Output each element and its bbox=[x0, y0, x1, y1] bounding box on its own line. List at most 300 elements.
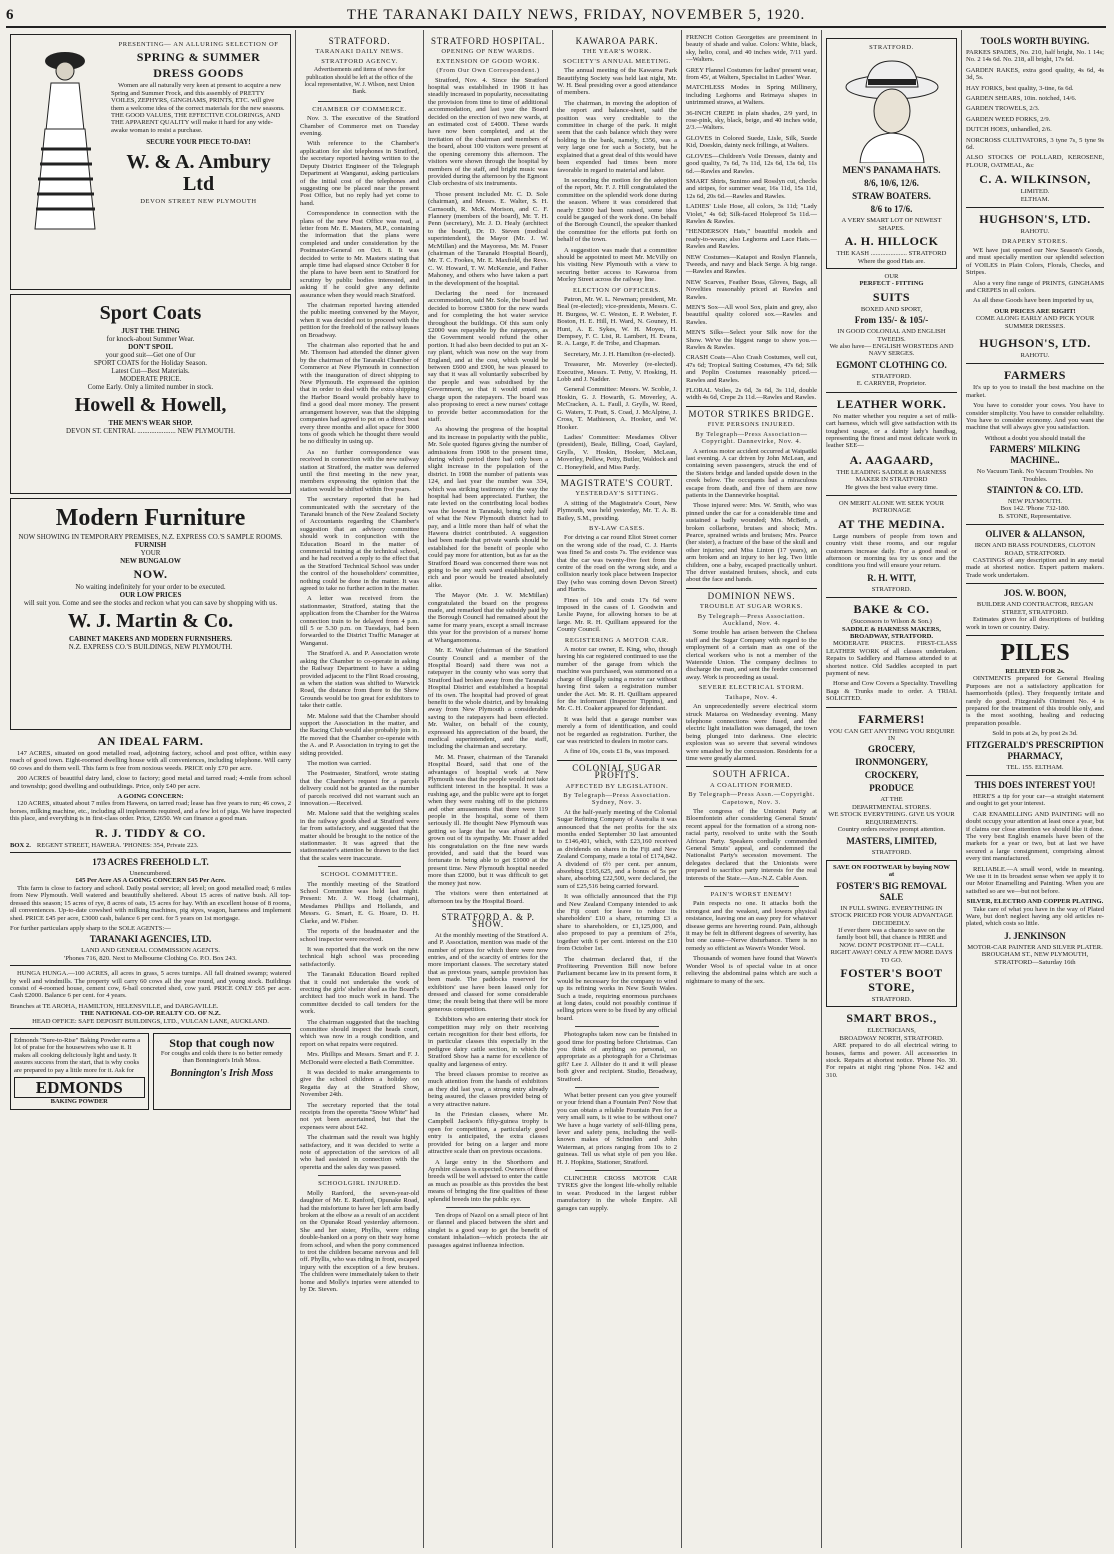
school-p3: It was reported that the work on the new technical high school was proceeding satisfactorily. bbox=[300, 945, 419, 968]
column-kawaroa bbox=[553, 30, 682, 1548]
walters-4: 36-INCH CREPE in plain shades, 2/9 yard, in rose-pink, sky, black, beige, and 40 inches wide, 2/3.—Walters. bbox=[686, 109, 817, 132]
egmont-tag: STRATFORD. bbox=[871, 372, 912, 380]
bylaw-heading: BY-LAW CASES. bbox=[589, 524, 645, 532]
suits-5: From 135/- & 105/- bbox=[854, 315, 929, 326]
hospital-p1: Stratford, Nov. 4. Since the Stratford hospital was established in 1908 it has steadily increased in popularity, necessitating the provision from time to time of additional accommodation, and last year the Board decided on the erection of two new wards, at an estimated cost of £4000. These wards have now been completed, and at the invitation of the chairman and members of the board, about 100 visitors were present at the opening ceremony this afternoon. The visitors were shown through the hospital by members of the staff, and bright music was provided during the afternoon by the Egmont Club orchestra of six instruments. bbox=[428, 76, 548, 188]
hospital-p2: Those present included Mr. C. D. Sole (chairman), and Messrs. E. Walter, S. H. Carnsouth, R. McK. Morison, and C. F. Flannery (members of the board), Mr. T. H. Penn (secretary), Mr. J. D. Healy (architect to the board), Dr. D. Steven (medical superintendent), the Mayor (Mr. J. W. McMillan) and the Mayoress, Mr. M. Fraser (chairman of the Taranaki Hospital Board), Mr. T. C. Fookes, Mr. E. Maxfield, the Revs. C. W. Howard, T. W. McKenzie, and Father Mahoney, and others who have taken a part in the development of the hospital. bbox=[428, 190, 548, 287]
commerce-heading: CHAMBER OF COMMERCE. bbox=[312, 105, 407, 113]
egmont-prop: E. CARRYER, Proprietor. bbox=[856, 380, 927, 388]
howell-line1: JUST THE THING bbox=[121, 327, 180, 335]
ambury-intro: PRESENTING— AN ALLURING SELECTION OF bbox=[118, 41, 279, 48]
walters-9: "HENDERSON Hats," beautiful models and ready-to-wears; also Leghorns and Lace Hats.—Rawles and Rawles. bbox=[686, 228, 817, 251]
hillock-firm: A. H. HILLOCK bbox=[844, 234, 939, 249]
boon-body: Estimates given for all descriptions of building work in town or country. Dairy. bbox=[966, 616, 1104, 631]
court-p2: For driving a car round Eliot Street corner on the wrong side of the road, C. J. Harris was fined 5s and costs 7s. The evidence was that the car was twenty-five feet from the centre of the road on the wrong side, and a collision nearly took place between Inspector Day (who was coming down Devon Street) and Harris. bbox=[557, 534, 677, 594]
jenkinson-b4: SILVER, ELECTRO AND COPPER PLATING. bbox=[966, 898, 1104, 906]
tiddy-advert bbox=[10, 734, 291, 853]
piles-advert bbox=[966, 640, 1104, 771]
school-p7: It was decided to make arrangements to give the school children a holiday on Regatta day at the Stratford Show, November 24th. bbox=[300, 1069, 419, 1099]
aagaard-advert bbox=[826, 397, 957, 491]
woman-illustration-icon bbox=[15, 39, 107, 239]
masters-line-4: CROCKERY, bbox=[864, 770, 919, 781]
tiddy-box: BOX 2. bbox=[10, 841, 31, 849]
hospital-p7: Mr. M. Fraser, chairman of the Taranaki Hospital Board, said that one of the advantages of hospital work at New Plymouth was that the people would not take sufficient interest in the hospital. It was a rushing age, and the public were apt to forget when they were rushing off to the pictures and other amusements that there were 119 people in the hospital, some of them seriously ill. He thought New Plymouth was getting so large that he was afraid it had grown out of its sympathy. Mr. Fraser added his congratulation on the fine new wards provided, and said that the board was fortunate in being able to get £1000 at the present time. New Plymouth hospital needed more than £2000, but it was difficult to get the money just now. bbox=[428, 753, 548, 887]
boon-firm: JOS. W. BOON, bbox=[1003, 588, 1067, 599]
hospital-p6: Mr. E. Walter (chairman of the Stratford County Council and a member of the Hospital Board) said there was not a ratepayer in the county who was sorry that Stratford had broken away from the Taranaki Hospital District and established a hospital of its own. The hospital had proved of great benefit to the whole district, and by breaking away from New Plymouth a considerable saving to the ratepayers had been effected. Mr. Walter, on behalf of the county, expressed his appreciation of the board, the medical superintendent, and the staff, including the chairman and secretary. bbox=[428, 647, 548, 751]
howell-line3: DON'T SPOIL bbox=[128, 343, 173, 351]
boon-advert bbox=[966, 588, 1104, 631]
piles-body: OINTMENTS prepared for General Healing Purposes are not a satisfactory application for haemorrhoids (piles). They frequently irritate and rarely do good. Fitzgerald's Ointment No. 4 is prepared for the treatment of this trouble only, and is the most soothing, healing and reducing preparation possible. bbox=[966, 675, 1104, 727]
hughson-town-2: RAHOTU. bbox=[1020, 351, 1050, 359]
hillock-prices-2: 8/6 to 17/6. bbox=[870, 204, 913, 215]
bonnington-text: For coughs and colds there is no better remedy than Bonnington's Irish Moss. bbox=[160, 1049, 283, 1065]
wilkinson-tag: LIMITED. bbox=[1020, 188, 1050, 196]
walters-8: LADIES' Lisle Hose, all colors, 3s 11d; "Lady Violet," 4s 6d; Silk-faced Holeproof 5s 11d.—Rawles & Rawles. bbox=[686, 203, 817, 225]
walters-6: GLOVES—Children's Voile Dresses, dainty and good quality, 7s 6d, 7s 11d, 12s 6d, 13s 6d, 11s 6d.—Rawles and Rawles. bbox=[686, 152, 817, 175]
foster-line-5: FOSTER'S BOOT STORE, bbox=[840, 965, 943, 994]
commerce-p9: The Stratford A. and P. Association wrote asking the Chamber to co-operate in asking the Railway Department to have a siding provided adjacent to the Flint Road crossing, as when the station was shifted to Warwick Road, the distance from there to the Show Grounds would be too great for exhibitors to take their cattle. bbox=[300, 650, 419, 710]
commerce-p10: Mr. Malone said that the Chamber should support the Association in the matter, and the Racing Club would also probably join in. He moved that the Chamber co-operate with the A. and P. Association in trying to get the siding provided. bbox=[300, 712, 419, 757]
nco-advert bbox=[10, 970, 291, 1029]
ambury-firm: W. & A. Ambury Ltd bbox=[126, 151, 271, 196]
martin-tag: CABINET MAKERS AND MODERN FURNISHERS. bbox=[68, 635, 233, 643]
school-p6: Mrs. Phillips and Messrs. Smart and F. J. McDonald were elected a Bath Committee. bbox=[300, 1051, 419, 1066]
foster-line-2: FOSTER'S BIG REMOVAL SALE bbox=[836, 880, 947, 902]
tools-8: NORCROSS CULTIVATORS, 3 tyne 7s, 5 tyne 9s 6d. bbox=[966, 136, 1104, 152]
masters-firm: MASTERS, LIMITED, bbox=[846, 835, 937, 846]
court-p6: A fine of 10s, costs £1 8s, was imposed. bbox=[564, 748, 670, 756]
howell-firm: Howell & Howell, bbox=[74, 394, 227, 416]
farmers-heading: FARMERS bbox=[1004, 368, 1066, 383]
tools-9: ALSO STOCKS OF POLLARD, KEROSENE, FLOUR, OATMEAL, &c bbox=[966, 154, 1104, 169]
fitzgerald-firm: FITZGERALD'S PRESCRIPTION PHARMACY, bbox=[966, 739, 1104, 761]
commerce-p5: The chairman also reported that he and Mr. Thomson had attended the dinner given by the chairman of the Taranaki Chamber of Commerce at New Plymouth in connection with the inauguration of direct shipping to New Plymouth. He expressed the opinion that in order to deal with the extra shipping the Harbor Board would probably have to find a good deal more money. The present arrangement however, was that the shipping companies had agreed to put on a direct boat every three months and allot space for 3000 tons of goods which he thought there would be no difficulty in using up. bbox=[300, 342, 419, 446]
kawaroa-p2: The chairman, in moving the adoption of the report and balance-sheet, said the position was very creditable to the committee in charge of the park. It might seem that the cash balance which they were holding in the bank, namely, £356, was a very large one for such a Society, but he explained that a great deal of this would have been expended had times been more favorable in regard to material and labor. bbox=[557, 99, 677, 174]
tools-heading: TOOLS WORTH BUYING. bbox=[980, 36, 1090, 46]
hughson-body-5: COME ALONG EARLY AND PICK YOUR SUMMER DRESSES. bbox=[975, 315, 1095, 330]
suits-7: We also have— ENGLISH WORSTEDS AND NAVY SERGES. bbox=[829, 343, 954, 358]
howell-tag: THE MEN'S WEAR SHOP. bbox=[108, 419, 193, 427]
stratford-note: Advertisements and items of news for publication should be left at the office of the local representative, W. J. Wilson, next Union Bank. bbox=[304, 67, 415, 96]
oliver-tag: IRON AND BRASS FOUNDERS, CLOTON ROAD, STRATFORD. bbox=[974, 542, 1096, 557]
injured-p1: Molly Ranford, the seven-year-old daughter of Mr. E. Ranford, Opunake Road, had the misfortune to have her left arm badly broken at the elbow as a result of an accident on the Opunake Road yesterday afternoon. She and her sister, Phyllis, were riding double-banked on a pony on their way home from school, and when the pony commenced to trot the children became nervous and fell off. Phyllis, who was riding in front, escaped injury with the exception of a few bruises. The children were immediately taken to their home and Molly's injuries were attended to by Dr. Steven. bbox=[300, 1189, 420, 1293]
howell-address: DEVON ST. CENTRAL ...................... NEW PLYMOUTH. bbox=[66, 427, 235, 435]
walters-10: NEW Costumes—Kaiapoi and Roslyn Flannels, Tweeds, and navy and black Serge. A big range.—Rawles and Rawles. bbox=[686, 253, 817, 276]
smart-advert bbox=[826, 1011, 957, 1079]
martin-address: N.Z. EXPRESS CO.'S BUILDINGS, NEW PLYMOUTH. bbox=[68, 643, 233, 651]
hillock-caption: MEN'S PANAMA HATS. bbox=[842, 165, 941, 176]
masters-advert bbox=[826, 712, 957, 856]
aagaard-firm: A. AAGAARD, bbox=[849, 452, 934, 467]
masters-line-8: WE STOCK EVERYTHING. GIVE US YOUR REQUIREMENTS. bbox=[828, 811, 955, 826]
walters-2: GREY Flannel Costumes for ladies' present wear, from 45/, at Walters, Specialist in Ladies' Wear. bbox=[686, 66, 817, 82]
martin-title: Modern Furniture bbox=[55, 505, 246, 531]
martin-line5: NOW. bbox=[133, 567, 168, 581]
bake-tag: SADDLE & HARNESS MAKERS, BROADWAY, STRATFORD. bbox=[842, 625, 941, 640]
pen-note: What better present can you give yourself or your friend than a Fountain Pen? Now that you can obtain a reliable Fountain Pen for a very small sum, is it wise to be without one? We have a huge variety of self-filling pens, lever and safety pens, including the well-known makes of Schnellen and John Waterman, at prices ranging from 10s to 2 guineas. Tell us what style of pen you like. H. J. Hopkins, Stationer, Stratford. bbox=[557, 1092, 677, 1166]
column-hospital bbox=[424, 30, 553, 1548]
tiddy-title: AN IDEAL FARM. bbox=[97, 734, 204, 748]
tiddy-item-2: 200 ACRES of beautiful dairy land, close to factory; good metal and tarred road; 4-mile from school and township; good dwelling and outbuildings. Price, only £40 per acre. bbox=[10, 775, 291, 790]
foster-line-6: STRATFORD. bbox=[871, 995, 912, 1003]
hillock-tag: THE KASH ...................... STRATFORD bbox=[836, 250, 947, 258]
edmonds-text: Edmonds "Sure-to-Rise" Baking Powder earns a lot of praise for the housewives who use it. It makes all cooking deliciously light and tasty. It assures success from the start, that is why cooks are prepared to pay a little more for it. Ask for bbox=[14, 1036, 141, 1074]
masters-tag: STRATFORD. bbox=[871, 848, 912, 856]
bake-sub: (Successors to Wilson & Son.) bbox=[851, 618, 932, 626]
howell-line4: your good suit—Get one of Our bbox=[105, 351, 196, 359]
school-p8: The secretary reported that the total receipts from the operetta "Snow White" had not yet been ascertained, but that the expenses were about £42. bbox=[300, 1101, 419, 1131]
piles-heading: PILES bbox=[1000, 639, 1070, 666]
storm-byline: Taihape, Nov. 4. bbox=[725, 693, 778, 701]
walters-15: FLORAL Voiles, 2s 6d, 3s 6d, 3s 11d, double width 4s 6d, Crepe 2s 11d.—Rawles and Rawles. bbox=[686, 387, 817, 402]
sugar-sub: AFFECTED BY LEGISLATION. bbox=[565, 782, 669, 790]
walters-13: MEN'S Silks—Select your Silk now for the Show. We've the biggest range to show you.—Rawles & Rawles. bbox=[686, 329, 817, 352]
agencies-cta: For further particulars apply sharp to the SOLE AGENTS:— bbox=[10, 924, 171, 932]
nco-address: HEAD OFFICE: SAFE DEPOSIT BUILDINGS, LTD., VULCAN LANE, AUCKLAND. bbox=[32, 1017, 269, 1025]
boon-tag: BUILDER AND CONTRACTOR, REGAN STREET, STRATFORD. bbox=[976, 601, 1094, 616]
howell-advert bbox=[10, 294, 291, 494]
medina-title: AT THE MEDINA. bbox=[838, 516, 945, 531]
election-heading: ELECTION OF OFFICERS. bbox=[573, 286, 661, 294]
nco-body: HUNGA HUNGA.—100 ACRES, all acres in grass, 5 acres turnips. All fall drained swamp; watered by well and windmills. The property will carry 60 cows all the year round, and young stock. Buildings consist of 4-roomed house, cement cow, 6-bail concreted shed, cow yard. PRICE ONLY £65 per acre. Cash £2000. Balance 6 per cent. for 4 years. bbox=[10, 970, 291, 1000]
kawaroa-p4: A suggestion was made that a committee should be appointed to meet Mr. McVilly on his visiting New Plymouth with a view to securing better access to Kawaroa from Morley Street across the railway line. bbox=[557, 246, 677, 284]
motor-heading: MOTOR STRIKES BRIDGE. bbox=[688, 408, 815, 419]
jenkinson-advert bbox=[966, 780, 1104, 966]
smart-firm: SMART BROS., bbox=[846, 1011, 937, 1026]
hillock-advert bbox=[826, 38, 957, 269]
bottom-ads bbox=[10, 1033, 291, 1110]
sugar-heading: COLONIAL SUGAR PROFITS. bbox=[572, 762, 662, 781]
ambury-body: Women are all naturally very keen at present to acquire a new Spring and Summer Frock, and this assembly of PRETTY VOILES, ZEPHYRS, GINGHAMS, PRINTS, ETC. will give them a welcome idea of the correct materials for the new seasons. THE GOOD VALUES, THE EFFECTIVE COLORINGS, AND THE APPARENT QUALITY will make it hard for any wide-awake woman to resist a purchase. bbox=[111, 82, 285, 134]
oliver-advert bbox=[966, 529, 1104, 579]
jenkinson-heading: THIS DOES INTEREST YOU! bbox=[974, 779, 1096, 790]
aagaard-tag: THE LEADING SADDLE & HARNESS MAKER IN STRATFORD bbox=[836, 468, 947, 484]
stainton-firm: STAINTON & CO. LTD. bbox=[986, 485, 1084, 496]
edmonds-brand: EDMONDS bbox=[14, 1077, 145, 1098]
aagaard-tag2: He gives the best value every time. bbox=[845, 483, 938, 491]
tiddy-going: A GOING CONCERN: bbox=[117, 793, 184, 801]
motor-sub: FIVE PERSONS INJURED. bbox=[707, 421, 796, 429]
martin-line7: OUR LOW PRICES bbox=[119, 591, 182, 599]
nazol-note: Ten drops of Nazol on a small piece of lint or flannel and placed between the shirt and singlet is a good way to get the benefit of constant inhalation—which protects the air passages against influenza infection. bbox=[428, 1211, 548, 1249]
piles-price: Sold in pots at 2s, by post 2s 3d. bbox=[992, 730, 1078, 738]
registering-heading: REGISTERING A MOTOR CAR. bbox=[564, 636, 670, 644]
howell-line5: SPORT COATS for the Holiday Season. bbox=[93, 359, 207, 367]
bonnington-brand: Bonnington's Irish Moss bbox=[170, 1067, 274, 1079]
medina-body: Large numbers of people from town and country visit these rooms, and our regular customers increase daily. For a good meal or afternoon or morning tea try us once and the conditions you find will ensure your return. bbox=[826, 532, 957, 570]
show-p4: In the Friesian classes, where Mr. Campbell Jackson's fifty-guinea trophy is open for competition, a particularly good entry is anticipated, the extra classes provided for being on a larger and more attractive scale than on previous occasions. bbox=[428, 1111, 548, 1156]
ambury-cta: SECURE YOUR PIECE TO-DAY! bbox=[146, 138, 251, 147]
pains-p1: Pain respects no one. It attacks both the strongest and the weakest, and lowers physical resistance, leaving one an easy prey for whatever disease germs are hovering round. Pain, although it may be felt in different degrees of severity, has but one cause—Nerve disturbance. There is no remedy so efficient as Wawn's Wonder Wool. bbox=[686, 900, 817, 952]
ambury-advert bbox=[10, 34, 291, 290]
stainton-box: Box 142. 'Phone 732-180. bbox=[1000, 505, 1070, 513]
leather-body: No matter whether you require a set of milk-cart harness, which will give satisfaction with its toughest usage, or a dainty lady's handbag, representing the finest and most delicate work in leather SEE— bbox=[826, 412, 957, 450]
sugar-byline: By Telegraph—Press Association. Sydney, Nov. 3. bbox=[563, 791, 671, 807]
foster-line-4: If ever there was a chance to save on the family boot bill, that chance is HERE and NOW. DON'T POSTPONE IT—CALL RIGHT AWAY! ONLY A FEW MORE DAYS TO GO. bbox=[830, 926, 953, 964]
masters-farmers: FARMERS! bbox=[858, 711, 925, 726]
agencies-price: £45 Per Acre AS A GOING CONCERN £45 Per Acre. bbox=[75, 877, 226, 885]
show-p1: At the monthly meeting of the Stratford A. and P. Association, mention was made of the number of prizes for which there were now entries, and of the scarcity of entries for the more important classes. The secretary stated that as previous years, sample provision has been made. The paddocks reserved for exhibitors' use have been leased only for dressed and classed for some considerable time; the result being that there will be more generous competition. bbox=[428, 931, 548, 1013]
kawaroa-heading: KAWAROA PARK. bbox=[575, 36, 659, 46]
column-tools bbox=[962, 30, 1108, 1548]
kawaroa-sub1: THE YEAR'S WORK. bbox=[582, 48, 652, 56]
jenkinson-b2: CAR ENAMELLING AND PAINTING will no doubt occupy your attention at least once a year, but if claims our close attention we should like it done. The very best English enamels have been of the markets for a year or two, but at last we have secured a large consignment, comprising almost every tint manufactured. bbox=[966, 810, 1104, 863]
commerce-p1: Nov. 3. The executive of the Stratford Chamber of Commerce met on Tuesday evening. bbox=[300, 115, 419, 138]
court-p4: A motor car owner, E. King, who, though having his car registered continued to use the number of the garage from which the machine was purchased, was summoned on a charge of illegally using a motor car without having first taken a registration number under the Act. Mr. R. H. Quilliam appeared for the informant (Inspector Tippins), and Mr. C. H. Coaker appeared for defendant. bbox=[557, 646, 677, 713]
walters-5: GLOVES in Colored Suede, Lisle, Silk, Suede Kid, Doeskin, dainty neck frillings, at Walters. bbox=[686, 134, 817, 150]
commerce-p12: The Postmaster, Stratford, wrote stating that the Chamber's request for a parcels delivery could not be granted as the number of parcels received did not warrant such an innovation.—Received. bbox=[300, 770, 419, 807]
kawaroa-p1: The annual meeting of the Kawaroa Park Beautifying Society was held last night, Mr. W. H. Beal presiding over a good attendance of members. bbox=[557, 67, 677, 97]
panama-hat-man-icon bbox=[832, 53, 952, 163]
election-p5: Ladies' Committee: Mesdames Oliver (president), Beale, Billing, Coad, Gaylard, Grylls, V. Hoskin, Hooker, McLean, Moverley, Pellew, Petty, Butler, Waldock and C. Honeyfield, and Miss Pardy. bbox=[557, 433, 677, 471]
tiddy-item-1: 147 ACRES, situated on good metalled road, adjoining factory, school and post office, within easy reach of good town. Eight-roomed dwelling house with all conveniences, including telephone. Will carry 60 cows and do them well. This farm is free from noxious weeds. PRICE only £70 per acre. bbox=[10, 750, 291, 772]
witt-tag: STRATFORD. bbox=[871, 585, 912, 593]
stainton-advert bbox=[966, 368, 1104, 520]
tools-1: PARKES SPADES, No. 210, half bright, No. 1 14s; No. 2 14s 6d. No. 218, all bright, 17s 6d. bbox=[966, 49, 1104, 64]
tools-7: DUTCH HOES, unhandled, 2/6. bbox=[966, 126, 1052, 134]
commerce-p7: The secretary reported that he had communicated with the secretary of the Taranaki branch of the New Zealand Society of Accountants regarding the Chamber's suggestion that an advisory committee should work in conjunction with the Education Board in the matter of commercial training at the technical school, and he had received a reply to the effect that as the Stratford Technical School was under the control of the householders' committee, nothing could be done in the matter. It was agreed to take no further action in the matter. bbox=[300, 496, 419, 593]
farmers-b2: You have to consider your cows. You have to consider simplicity. You have to consider reliability. You have to consider economy. And you want the machine that will always give you satisfaction. bbox=[966, 402, 1104, 432]
hughson-firm-2: HUGHSON'S, LTD. bbox=[979, 335, 1091, 350]
tiddy-firm: R. J. TIDDY & CO. bbox=[95, 825, 206, 840]
masters-line-1: YOU CAN GET ANYTHING YOU REQUIRE IN bbox=[828, 727, 955, 743]
martin-line2: FURNISH bbox=[134, 541, 167, 549]
hughson-advert bbox=[966, 212, 1104, 359]
commerce-p8: A letter was received from the stationmaster, Stratford, stating that the application from the Chamber for the Wairoa connection train to be delayed from 4 p.m. till 5 or 5.30 p.m. on Tuesdays, had been forwarded to the District Traffic Manager at Wanganui. bbox=[300, 595, 419, 647]
commerce-p2: With reference to the Chamber's application for slot telephones in Stratford, the secretary reported having written to the Deputy District Engineer of the Telegraph Department at Wanganui, asking particulars of the initial cost of the telephones and suggesting one be placed near the present Post Office, but no reply had yet come to hand. bbox=[300, 140, 419, 207]
masters-line-6: AT THE bbox=[880, 796, 903, 804]
egmont-advert bbox=[826, 273, 957, 388]
hillock-prices-1: 8/6, 10/6, 12/6. bbox=[864, 178, 919, 189]
hospital-p4: As showing the progress of the hospital and its increase in popularity with the public, Mr. Sole quoted figures giving the number of admissions from 1908 to the present time, during which period there had only been a slight increase in the population of the district. In 1908 the number of patients was 124, and last year the number was 334, which was striking testimony of the way the hospital had been appreciated. Further, the rate levied on the contributing local bodies was the lowest in Taranaki, being only half of what the New Plymouth district had to pay, and a little more than half of what the Hawera district contributed. A suggestion had been made that private wards should be established for the benefit of people who could pay more for attention, but as far as the Stratford Board was concerned there was not going to be any such ward established, and rich and poor would be treated absolutely alike. bbox=[428, 426, 548, 589]
agencies-body: This farm is close to factory and school. Daily postal service; all level; on good metalled road; 6 miles from New Plymouth. Well watered and beautifully sheltered. About 15 acres of native bush. All top-dressed this season; 15 acres of rye, 8 acres of oats, 15 acres for hay. With an excellent house of 8 rooms, all conveniences. Up-to-date cowshed with milking machines, pig styes, wagon, harness and implement shed. PRICE £45 per acre, £3000 cash, balance 6 per cent. for 5 years on 1st mortgage. bbox=[10, 884, 291, 922]
hospital-sub1: OPENING OF NEW WARDS. bbox=[441, 48, 535, 56]
hillock-note: A VERY SMART LOT OF NEWEST SHAPES. bbox=[841, 217, 942, 232]
martin-firm: W. J. Martin & Co. bbox=[67, 610, 234, 632]
tiddy-item-3: 120 ACRES, situated about 7 miles from Hawera, on tarred road; lease has five years to run; 46 cows, 2 horses, milking machine, etc., including all implements required, and a few lot of pigs. We have inspected this place, and everything is in first-class order. Price, £2650. We can finance a good man. bbox=[10, 800, 291, 823]
smart-tag: ELECTRICIANS, bbox=[867, 1027, 916, 1035]
martin-line4: NEW BUNGALOW bbox=[120, 557, 181, 565]
school-p1: The monthly meeting of the Stratford School Committee was held last night. Present: Mr. J. W. Hoag (chairman), Mesdames Phillips and Hollands, and Messrs. G. Smart, E. G. Hoare, D. H. Clarke, and W. Fisher. bbox=[300, 880, 419, 925]
farmers-b1: It's up to you to install the best machine on the market. bbox=[966, 384, 1104, 399]
nco-branches: Branches at TE AROHA, HAMILTON, HELENSVILLE, and DARGAVILLE. bbox=[10, 1002, 219, 1010]
school-p2: The reports of the headmaster and the school inspector were received. bbox=[300, 928, 419, 943]
wilkinson-tag2: ELTHAM. bbox=[1020, 195, 1050, 203]
hillock-tag2: Where the good Hats are. bbox=[857, 257, 926, 265]
ambury-address: DEVON STREET NEW PLYMOUTH bbox=[140, 198, 257, 206]
columns bbox=[6, 30, 1108, 1548]
court-p5: It was held that a garage number was merely a form of identification, and could not be regarded as registration. Further, the car was restricted to dealers in motor cars. bbox=[557, 715, 677, 745]
jenkinson-b3: RELIABLE.—A small word, wide in meaning. We use it in its broadest sense when we apply it to our Motor Enamelling and Painting. When you are satisfied so are we—but not before. bbox=[966, 865, 1104, 895]
medina-pre: ON MERIT ALONE WE SEEK YOUR PATRONAGE bbox=[838, 499, 945, 515]
piles-sub: RELIEVED FOR 2s. bbox=[1005, 667, 1065, 675]
hospital-heading: STRATFORD HOSPITAL. bbox=[431, 36, 545, 46]
foster-advert bbox=[826, 860, 957, 1007]
martin-advert bbox=[10, 498, 291, 730]
hillock-straw: STRAW BOATERS. bbox=[852, 191, 931, 202]
motor-p2: Those injured were: Mrs. W. Smith, who was pinned under the car for a considerable time and sustained a badly wounded; Mrs. McBeth, a broken collarbone, bruises and shock; Mrs. Pearce, sprained wrists and bruises; Mrs. Pearce (her sister), a fracture of the base of the skull and other injuries; and Miss Linton (17 years), an arm broken and an injury to her leg. Two little children, one a baby, escaped practically unhurt. The driver sustained bruises, shock, and cuts about the face and hands. bbox=[686, 502, 817, 584]
oliver-firm: OLIVER & ALLANSON, bbox=[985, 529, 1085, 540]
southafrica-p1: The congress of the Unionist Party at Bloemfontein after considering General Smuts' recent appeal for the formation of a strong non-racial party, resolved to unite with the South African Party. Speakers cordially commended General Smuts' appeal, and condemned the Nationalist Party's secession movement. The delegates declared that the Unionists were prepared to sacrifice party interests for the real interests of the State.—Aus.-N.Z. Cable Assn. bbox=[686, 807, 817, 882]
walters-1: FRENCH Cotton Georgettes are preeminent in beauty of shade and value. Colors: White, black, sky, helio, coral, and 40 inches wide, 7/11 yard.—Walters. bbox=[686, 34, 817, 64]
masters-line-7: DEPARTMENTAL STORES. bbox=[851, 803, 932, 811]
ambury-headline-2: DRESS GOODS bbox=[153, 66, 244, 81]
school-heading: SCHOOL COMMITTEE. bbox=[320, 871, 399, 879]
tools-4: GARDEN SHEARS, 10in. notched, 14/6. bbox=[966, 95, 1077, 103]
agencies-address: 'Phones 716, 820. Next to Melbourne Clothing Co. P.O. Box 243. bbox=[64, 954, 237, 962]
agencies-tag: LAND AND GENERAL COMMISSION AGENTS. bbox=[81, 947, 220, 955]
smart-body: ARE prepared to do all electrical wiring to houses, farms and power. All accessories in stock. Repairs at shortest notice. 'Phone No. 30. For repairs at night ring 'phone Nos. 142 and 310. bbox=[826, 1042, 957, 1079]
column-stratford bbox=[296, 30, 424, 1548]
court-sub: YESTERDAY'S SITTING. bbox=[575, 490, 659, 498]
howell-line2: for knock-about Summer Wear. bbox=[106, 335, 195, 343]
hughson-firm: HUGHSON'S, LTD. bbox=[979, 212, 1091, 227]
court-heading: MAGISTRATE'S COURT. bbox=[560, 477, 674, 488]
egmont-firm: EGMONT CLOTHING CO. bbox=[836, 359, 947, 370]
southafrica-byline: By Telegraph—Press Assn.—Copyright. Capetown, Nov. 3. bbox=[688, 791, 815, 806]
hospital-p8: The visitors were then entertained at afternoon tea by the Hospital Board. bbox=[428, 890, 548, 905]
commerce-p13: Mr. Malone said that the weighing scales in the railway goods shed at Stratford were far from satisfactory, and suggested that the matter should be brought to the notice of the stationmaster. It was agreed that the stationmaster's attention be drawn to the fact that the scales were inaccurate. bbox=[300, 810, 419, 862]
show-p3: The breed classes promise to receive as much attention from the hands of exhibitors as they did last year, a strong entry already being assured, the classes provided being of a very attractive nature. bbox=[428, 1071, 548, 1108]
show-heading: STRATFORD A. & P. SHOW. bbox=[441, 911, 535, 930]
hughson-body-2: Also a very fine range of PRINTS, GINGHAMS and CREPES in all colors. bbox=[966, 279, 1104, 294]
election-p2: Secretary, Mr. J. H. Hamilton (re-elected). bbox=[564, 350, 676, 358]
wilkinson-advert bbox=[966, 36, 1104, 203]
suits-4: BOXED AND SPORT, bbox=[860, 305, 923, 313]
martin-line6: No waiting indefinitely for your order to be executed. bbox=[75, 583, 226, 591]
motor-byline: By Telegraph—Press Association—Copyright. Dannevirke, Nov. 4. bbox=[695, 430, 808, 446]
column-hillock bbox=[822, 30, 962, 1548]
hughson-town: RAHOTU. bbox=[1020, 228, 1050, 236]
howell-title: Sport Coats bbox=[99, 302, 202, 324]
masters-line-5: PRODUCE bbox=[869, 783, 914, 794]
hughson-body: WE have just opened our New Season's Goods, and must specially mention our splendid selection of VOILES in Plain Colors, Florals, Checks, and Stripes. bbox=[966, 246, 1104, 277]
stratford-agency: STRATFORD AGENCY. bbox=[321, 57, 398, 65]
commerce-p4: The chairman reported having attended the public meeting convened by the Mayor, when it was decided not to proceed with the petition for the freehold of the railway leases on Broadway. bbox=[300, 302, 419, 339]
fitzgerald-tel: TEL. 155. ELTHAM. bbox=[1006, 763, 1064, 771]
pains-heading: PAIN'S WORST ENEMY! bbox=[710, 891, 793, 899]
stainton-tag: NEW PLYMOUTH. bbox=[1007, 498, 1063, 506]
hospital-p5: The Mayor (Mr. J. W. McMillan) congratulated the board on the progress made, and remarked that the subsidy paid by the Borough Council had remained about the same for many years, except a small increase this year for the provision of a nurses' home at Whangamomona. bbox=[428, 592, 548, 644]
witt-firm: R. H. WITT, bbox=[867, 572, 916, 583]
farmers-b5: No Vacuum Tank. No Vacuum Troubles. No Troubles. bbox=[976, 468, 1094, 483]
foster-line-1: SAVE ON FOOTWEAR by buying NOW at bbox=[833, 863, 950, 879]
foster-line-3: IN FULL SWING. EVERYTHING IN STOCK PRICED FOR YOUR ADVANTAGE DECIDEDLY. bbox=[830, 904, 953, 927]
election-p3: Treasurer, Mr. Moverley (re-elected). Executive, Messrs. T. Petty, V. Hosking, H. Lobb and J. Nadder. bbox=[557, 361, 677, 384]
dominion-heading: DOMINION NEWS. bbox=[707, 590, 796, 601]
walters-7: SMART Shirts, Sunimo and Rosslyn cut, checks and stripes, for summer wear, 16s 11d, 15s 11d, 12s 6d, 20s 6d.—Rawles and Rawles. bbox=[686, 177, 817, 200]
dominion-sub: TROUBLE AT SUGAR WORKS. bbox=[699, 603, 804, 611]
jenkinson-tag: MOTOR-CAR PAINTER AND SILVER PLATER. bbox=[967, 943, 1103, 951]
injured-heading: SCHOOLGIRL INJURED. bbox=[318, 1180, 401, 1188]
tools-6: GARDEN WEED FORKS, 2/9. bbox=[966, 115, 1051, 123]
masters-line-2: GROCERY, bbox=[867, 744, 916, 755]
court-p1: A sitting of the Magistrate's Court, New Plymouth, was held yesterday, Mr. T. A. B. Bailey, S.M., presiding. bbox=[557, 499, 677, 522]
hospital-p3: Declaring the need for increased accommodation, said Mr. Sole, the board had decided to borrow £3800 for the new wards and for completing the hot water service throughout the buildings. Of this sum only £2000 was repayable by the ratepayers, as the Government would refund the other portion. It had also been decided to put an X-ray plant, which was now on the way from England, and at the cost, which would be between £600 and £900, he was pleased to say that it was all voluntarily subscribed by the people and was subsidised by the Government, so that it would entail no charge upon the ratepayers. The board was also proposing to erect a new nurses' cottage to provide better accommodation for the staff. bbox=[428, 290, 548, 423]
suits-2: PERFECT - FITTING bbox=[859, 280, 924, 288]
suits-6: IN GOOD COLONIAL AND ENGLISH TWEEDS. bbox=[837, 328, 946, 343]
stratford-heading: STRATFORD. bbox=[328, 36, 391, 46]
edmonds-advert bbox=[10, 1033, 149, 1110]
masters-line-3: IRONMONGERY, bbox=[855, 757, 928, 768]
hospital-byline: (From Our Own Correspondent.) bbox=[436, 67, 540, 75]
sugar-p2: It was officially announced that the Fiji and New Zealand Company intended to ask the Fiji court for leave to reduce its shareholders' £10 a share, returning £3 a share to shareholders, or £1,125,000, and also proposed to pay a premium of 2½s, together with 6 per cent. interest on the £10 from October 1st. bbox=[557, 893, 677, 953]
dominion-byline: By Telegraph—Press Association. Auckland, Nov. 4. bbox=[697, 612, 806, 628]
ambury-headline-1: SPRING & SUMMER bbox=[136, 50, 261, 65]
medina-advert bbox=[826, 500, 957, 593]
tools-3: HAY FORKS, best quality, 3-tine, 6s 6d. bbox=[966, 84, 1074, 92]
martin-line8: will suit you. Come and see the stocks and reckon what you can save by shopping with us. bbox=[23, 599, 278, 607]
walters-11: NEW Scarves, Feather Boas, Gloves, Bags, all Novelties reasonably priced at Rawles and Rawles. bbox=[686, 278, 817, 301]
suits-3: SUITS bbox=[872, 289, 911, 304]
hughson-body-3: As all these Goods have been imported by us, bbox=[973, 297, 1094, 305]
stainton-rep: B. STONE, Representative. bbox=[998, 512, 1072, 520]
commerce-p11: The motion was carried. bbox=[307, 759, 372, 767]
bake-advert bbox=[826, 602, 957, 702]
walters-12: MEN'S Sox—All wool Sox, plain and grey, also beautiful quality colored sox.—Rawles and Rawles. bbox=[686, 304, 817, 326]
hughson-dept: DRAPERY STORES. bbox=[1001, 237, 1069, 245]
sugar-p1: At the half-yearly meeting of the Colonial Sugar Refining Company of Australia it was announced that the net profits for the six months ended September 30 last amounted to £146,401, which, with £23,160 received as dividends on shares in the Fiji and New Zealand Company, made a total of £174,842. A dividend of 6½ per cent. per annum, absorbing £165,625, and a bonus of 5s per share, absorbing £22,500, were declared, the sum of £25,516 being carried forward. bbox=[557, 808, 677, 890]
nco-firm: THE NATIONAL CO-OP. REALTY CO. OF N.Z. bbox=[80, 1010, 221, 1018]
bake-firm: BAKE & CO. bbox=[853, 602, 930, 617]
bonnington-advert bbox=[153, 1033, 292, 1110]
pains-p2: Thousands of women have found that Wawn's Wonder Wool is of special value in at once relieving the abdominal pains which are such a nightmare to many of the sex. bbox=[686, 955, 817, 985]
howell-line8: Come Early. Only a limited number in stock. bbox=[87, 383, 214, 391]
agencies-firm: TARANAKI AGENCIES, LTD. bbox=[89, 934, 212, 945]
agencies-sub: Unencumbered. bbox=[129, 870, 172, 878]
bonnington-title: Stop that cough now bbox=[169, 1035, 275, 1050]
photo-note: Photographs taken now can be finished in good time for posting before Christmas. Can you think of anything so personal, so appropriate as a photograph for a Christmas gift? Lee J. Allister do it and it will please both giver and recipient. Studio, Broadway, Stratford. bbox=[557, 1031, 677, 1083]
school-p5: The chairman suggested that the teaching committee should inspect the heads court, which was now in a rough condition, and report on what repairs were required. bbox=[300, 1018, 419, 1048]
martin-line3: YOUR bbox=[140, 549, 161, 557]
tyres-note: CLINCHER CROSS MOTOR CAR TYRES give the longest life-wholly reliable in wear. Produced in the largest rubber manufactory in the whole Empire. All garages can supply. bbox=[557, 1175, 677, 1212]
masters-line-9: Country orders receive prompt attention. bbox=[837, 826, 946, 834]
page-number: 6 bbox=[6, 6, 14, 23]
tools-2: GARDEN RAKES, extra good quality, 4s 6d, 4s 3d, 5s. bbox=[966, 66, 1104, 82]
tools-5: GARDEN TROWELS, 2/3. bbox=[966, 105, 1040, 113]
jenkinson-b1: HERE'S a tip for your car—a straight statement and ought to get your interest. bbox=[966, 792, 1104, 808]
howell-line7: MODERATE PRICE. bbox=[119, 375, 182, 383]
farmers-b3: Without a doubt you should install the bbox=[984, 434, 1086, 442]
stratford-subhead: TARANAKI DAILY NEWS. bbox=[315, 48, 404, 56]
commerce-p6: As no further correspondence was received in connection with the new railway station at Stratford, the matter was deferred until the first meeting in the new year, members expressing the opinion that the station would be shifted within five years. bbox=[300, 448, 419, 493]
dominion-p2: An unprecedentedly severe electrical storm struck Mataroa on Wednesday evening. Many telephone connections were fused, and the electric light installation was damaged, the town being plunged into darkness. One electric explosion was so severe that several windows were smashed by the concussion. Residents for a time were greatly alarmed. bbox=[686, 703, 817, 762]
column-walters bbox=[682, 30, 822, 1548]
show-p5: A large entry in the Shorthorn and Ayrshire classes is expected. Owners of these breeds will be well advised to enter the cattle as much as possible as this provides the best means of bringing the fine qualities of these splendid breeds into the public eye. bbox=[428, 1158, 548, 1203]
tiddy-address: REGENT STREET, HAWERA. 'PHONES: 354, Private 223. bbox=[36, 841, 199, 849]
smart-tag2: BROADWAY NORTH, STRATFORD. bbox=[839, 1034, 944, 1042]
hospital-sub2: EXTENSION OF GOOD WORK. bbox=[436, 57, 540, 65]
howell-line6: Latest Cut—Best Materials. bbox=[111, 367, 190, 375]
jenkinson-address: BROUGHAM ST., NEW PLYMOUTH, STRATFORD—Saturday 16th bbox=[981, 951, 1089, 966]
leather-heading: LEATHER WORK. bbox=[836, 396, 947, 411]
election-p4: General Committee: Messrs. W. Scoble, J. Hoskin, G. J. Howarth, G. Moverley, A. McCracken, A. L. Faull, J. Grylls, W. Reed, G. Waters, T. Pratt, S. Coad, J. McAlpine, J. Cross, T. Mathieson, A. Hooker, and W. Hooker. bbox=[557, 386, 677, 431]
walters-3: MATCHLESS Modes in Spring Millinery, including Leghorns and Reimaya shapes in untrimmed straws, at Walters. bbox=[686, 84, 817, 107]
edmonds-product: BAKING POWDER bbox=[50, 1098, 108, 1106]
school-p9: The chairman said the result was highly satisfactory, and it was decided to write a note of appreciation of the services of all who had assisted in connection with the operetta and the sales day was passed. bbox=[300, 1134, 419, 1171]
suits-1: OUR bbox=[884, 273, 899, 281]
kawaroa-p3: In seconding the motion for the adoption of the report, Mr. F. J. Hill congratulated the committee on the splendid work done during the season. Where it was considered that nearly £3000 had been raised, some idea could be gauged of the work done. On behalf of the Borough Council, the speaker thanked the committee for the efforts put forth on behalf of the town. bbox=[557, 176, 677, 244]
southafrica-heading: SOUTH AFRICA. bbox=[712, 769, 791, 780]
southafrica-sub: A COALITION FORMED. bbox=[709, 781, 794, 789]
wilkinson-firm: C. A. WILKINSON, bbox=[979, 172, 1091, 187]
commerce-p3: Correspondence in connection with the plans of the new Post Office was read, a letter from Mr. E. Masters, M.P., containing the information that the plans were completed and under consideration by the Postmaster-General on Oct. 8. It was decided to write to Mr. Masters stating that ample time had elapsed since October 8 for the plans to have been sent to Stratford for scrutiny by public bodies interested, and asking if he could give any definite assurance when they would reach Stratford. bbox=[300, 210, 419, 299]
martin-line1: NOW SHOWING IN TEMPORARY PREMISES, N.Z. EXPRESS CO.'S SAMPLE ROOMS. bbox=[18, 533, 283, 541]
jenkinson-firm: J. JENKINSON bbox=[1004, 930, 1066, 941]
walters-14: CRASH Coats—Also Crash Costumes, well cut, 47s 6d; Tropical Suiting Costumes, 47s 6d; Silk and Poplin Costumes reasonably priced.—Rawles and Rawles. bbox=[686, 354, 817, 384]
show-p2: Exhibitors who are entering their stock for competition may rely on their receiving certain recognition for their best efforts, for in particular classes this especially in the pedigree dairy cattle section, in which the Stratford Show has a name for excellence of quality and largeness of entry. bbox=[428, 1016, 548, 1068]
sugar-p3: The chairman declared that, if the Profiteering Prevention Bill now before Parliament became law in its present form, it would be necessary for the company to wind up its refining works in New South Wales. Such a trade, requiring enormous purchases at long dates, could not possibly continue if selling prices were to be fixed by any official board. bbox=[557, 955, 677, 1022]
